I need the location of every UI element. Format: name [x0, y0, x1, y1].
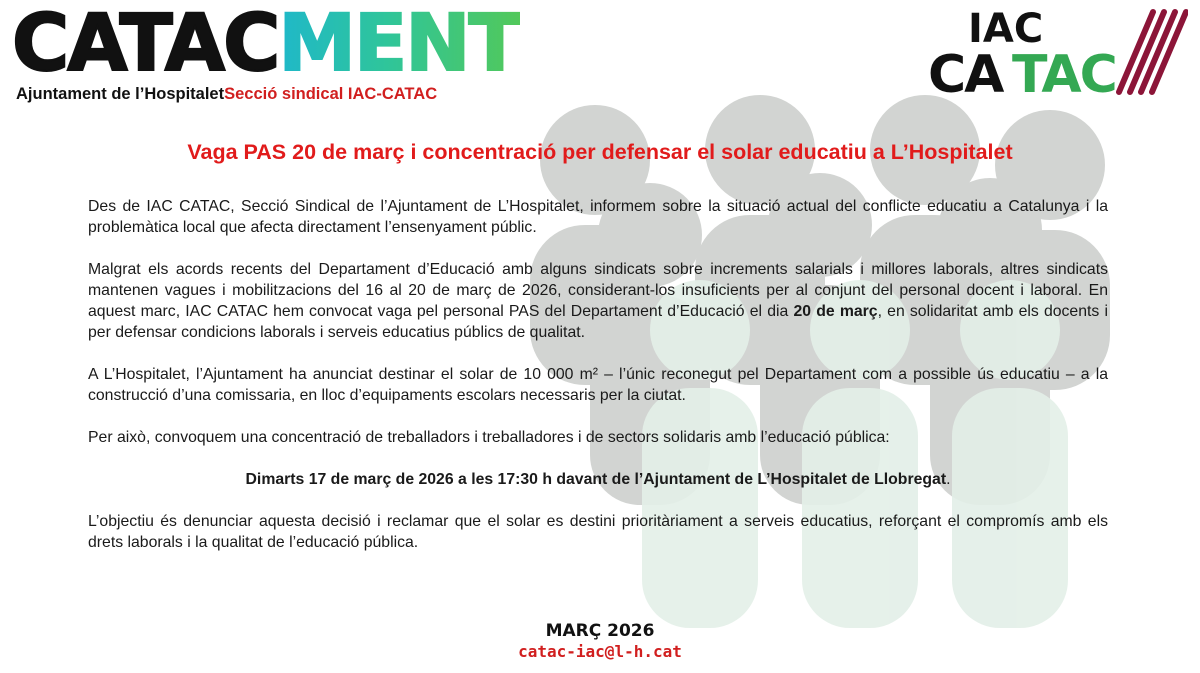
paragraph-call: Per això, convoquem una concentració de treballadors i treballadores i de sectors solidaris amb l’educació pública: — [88, 429, 890, 446]
brand-wordmark — [12, 0, 520, 89]
paragraph-strike-text-a: Malgrat els acords recents del Departament d’Educació amb alguns sindicats sobre increments salarials i millores laborals, altres sindicats mantenen vagues i mobilitzacions del 16 al 20 de març de 2026, considerant-los insuficients per al conjunt del personal docent i laboral. En aquest marc, IAC CATAC hem convocat vaga pel personal PAS del Departament d’Educació el dia — [88, 261, 1108, 320]
paragraph-intro: Des de IAC CATAC, Secció Sindical de l’Ajuntament de L’Hospitalet, informem sobre la situació actual del conflicte educatiu a Catalunya i la problemàtica local que afecta directament l’ensenyament públic. — [88, 198, 1108, 236]
logo-ca-text: CA — [928, 45, 1003, 98]
logo-stripes — [1119, 12, 1186, 92]
footer-date: MARÇ 2026 — [545, 621, 655, 641]
subtitle-org: Ajuntament de l’Hospitalet — [16, 85, 225, 103]
event-details — [88, 469, 1108, 490]
logo-tac-text: TAC — [1012, 45, 1116, 98]
brand-part-gradient: MENT — [278, 0, 520, 89]
iac-catac-logo — [928, 6, 1188, 98]
page-title: Vaga PAS 20 de març i concentració per defensar el solar educatiu a L’Hospitalet — [187, 140, 1013, 164]
contact-email: catac-iac@l-h.cat — [518, 642, 682, 661]
logo-iac-text: IAC — [968, 6, 1044, 52]
paragraph-objective: L’objectiu és denunciar aquesta decisió i reclamar que el solar es destini prioritàriament a serveis educatius, reforçant el compromís amb els drets laborals i la qualitat de l’educació pública. — [88, 513, 1108, 551]
event-period: . — [946, 471, 951, 488]
event-datetime-place: Dimarts 17 de març de 2026 a les 17:30 h davant de l’Ajuntament de L’Hospitalet de Llobregat — [245, 471, 947, 488]
catacment-logo — [12, 0, 520, 104]
subtitle-section: Secció sindical IAC-CATAC — [224, 85, 438, 103]
paragraph-strike — [88, 259, 1108, 343]
strike-date: 20 de març — [793, 303, 878, 320]
paragraph-strike-text-b: , en solidaritat amb els docents i per defensar condicions laborals i serveis educatius públics de qualitat. — [88, 303, 1108, 341]
brand-part-dark: CATAC — [12, 0, 279, 89]
document-body — [88, 196, 1108, 574]
paragraph-solar: A L’Hospitalet, l’Ajuntament ha anunciat destinar el solar de 10 000 m² – l’únic reconegut pel Departament com a possible ús educatiu – a la construcció d’una comissaria, en lloc d’equipaments escolars necessaris per la ciutat. — [88, 366, 1108, 404]
footer — [0, 620, 1200, 662]
